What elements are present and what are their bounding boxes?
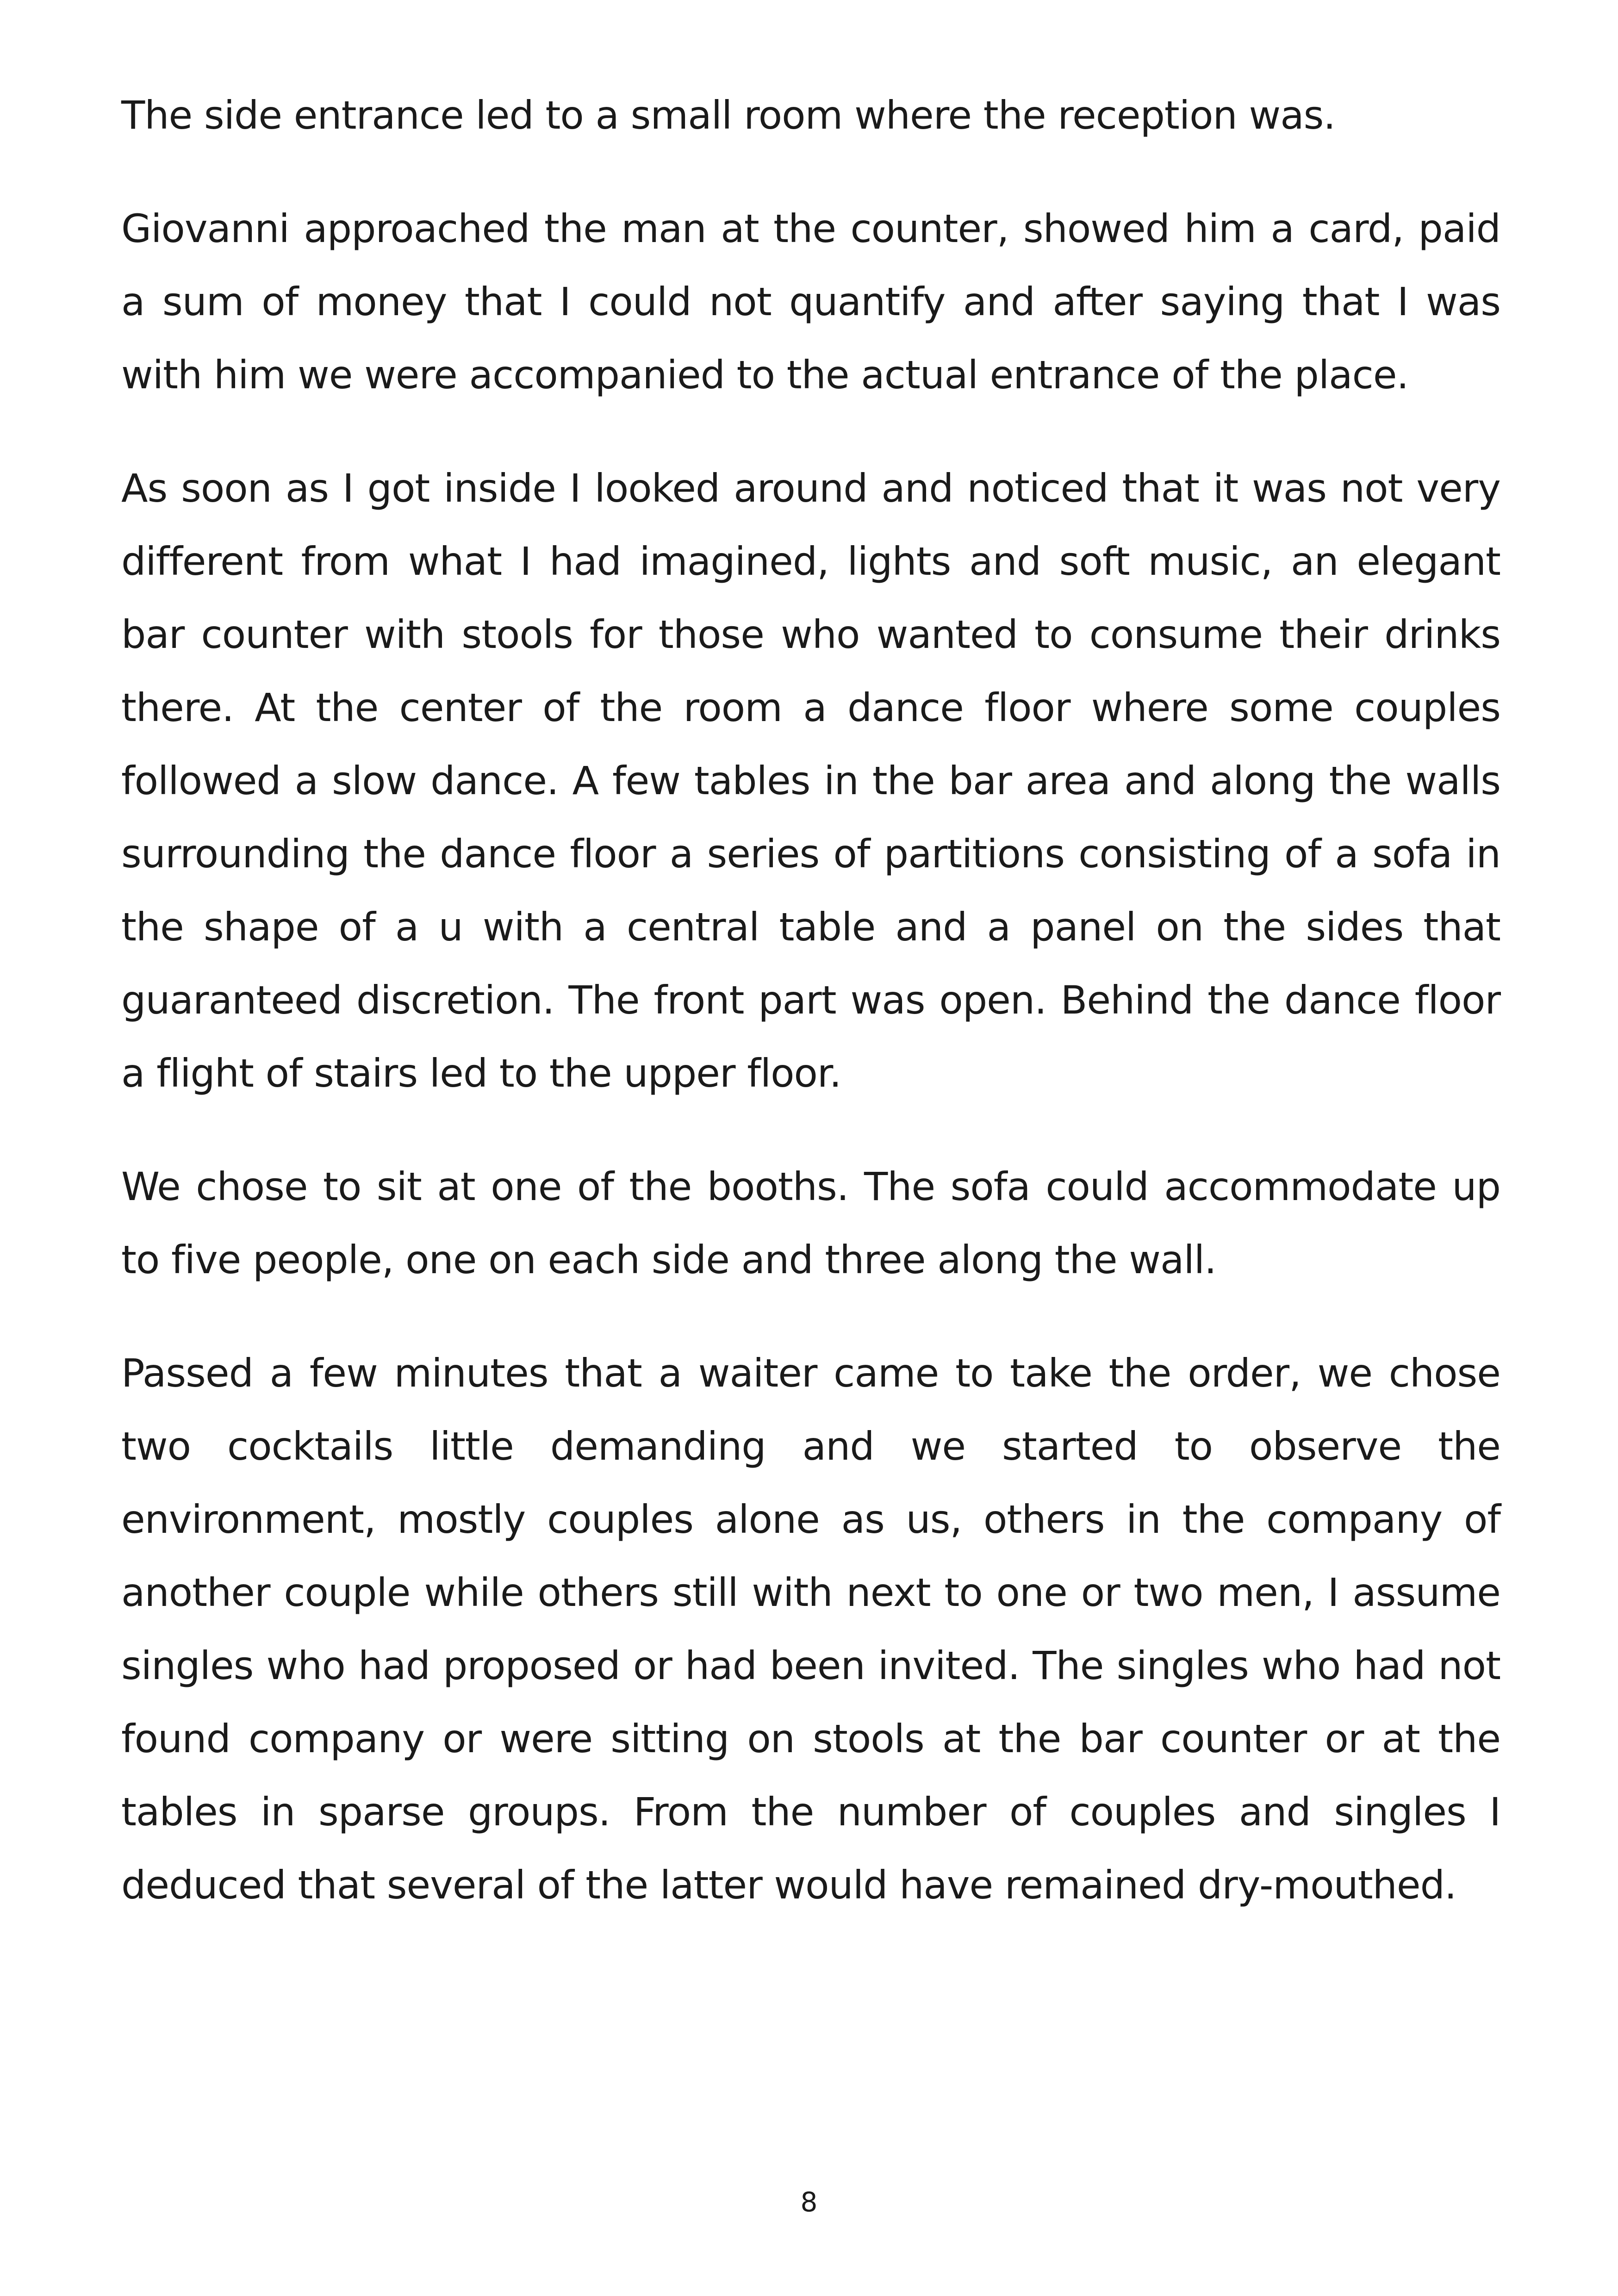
page-number: 8 (800, 2186, 818, 2218)
paragraph-3: As soon as I got inside I looked around and noticed that it was not very different from what I had imagined, lights and soft music, an elegant bar counter with stools for those who wanted to consume their drinks there. At the center of the room a dance floor where some couples followed a slow dance. A few tables in the bar area and along the walls surrounding the dance floor a series of partitions consisting of a sofa in the shape of a u with a central table and a panel on the sides that guaranteed discretion. The front part was open. Behind the dance floor a flight of stairs led to the upper floor. (121, 466, 1500, 1096)
paragraph-4: We chose to sit at one of the booths. The sofa could accommodate up to five people, one on each side and three along the wall. (121, 1164, 1500, 1282)
paragraph-1: The side entrance led to a small room where the reception was. (121, 93, 1336, 138)
paragraph-5: Passed a few minutes that a waiter came to take the order, we chose two cocktails little demanding and we started to observe the environment, mostly couples alone as us, others in the company of another couple while others still with next to one or two men, I assume singles who had proposed or had been invited. The singles who had not found company or were sitting on stools at the bar counter or at the tables in sparse groups. From the number of couples and singles I deduced that several of the latter would have remained dry-mouthed. (121, 1350, 1500, 1908)
page-body (121, 79, 1500, 1962)
paragraph-2: Giovanni approached the man at the counter, showed him a card, paid a sum of money that I could not quantify and after saying that I was with him we were accompanied to the actual entrance of the place. (121, 206, 1500, 398)
